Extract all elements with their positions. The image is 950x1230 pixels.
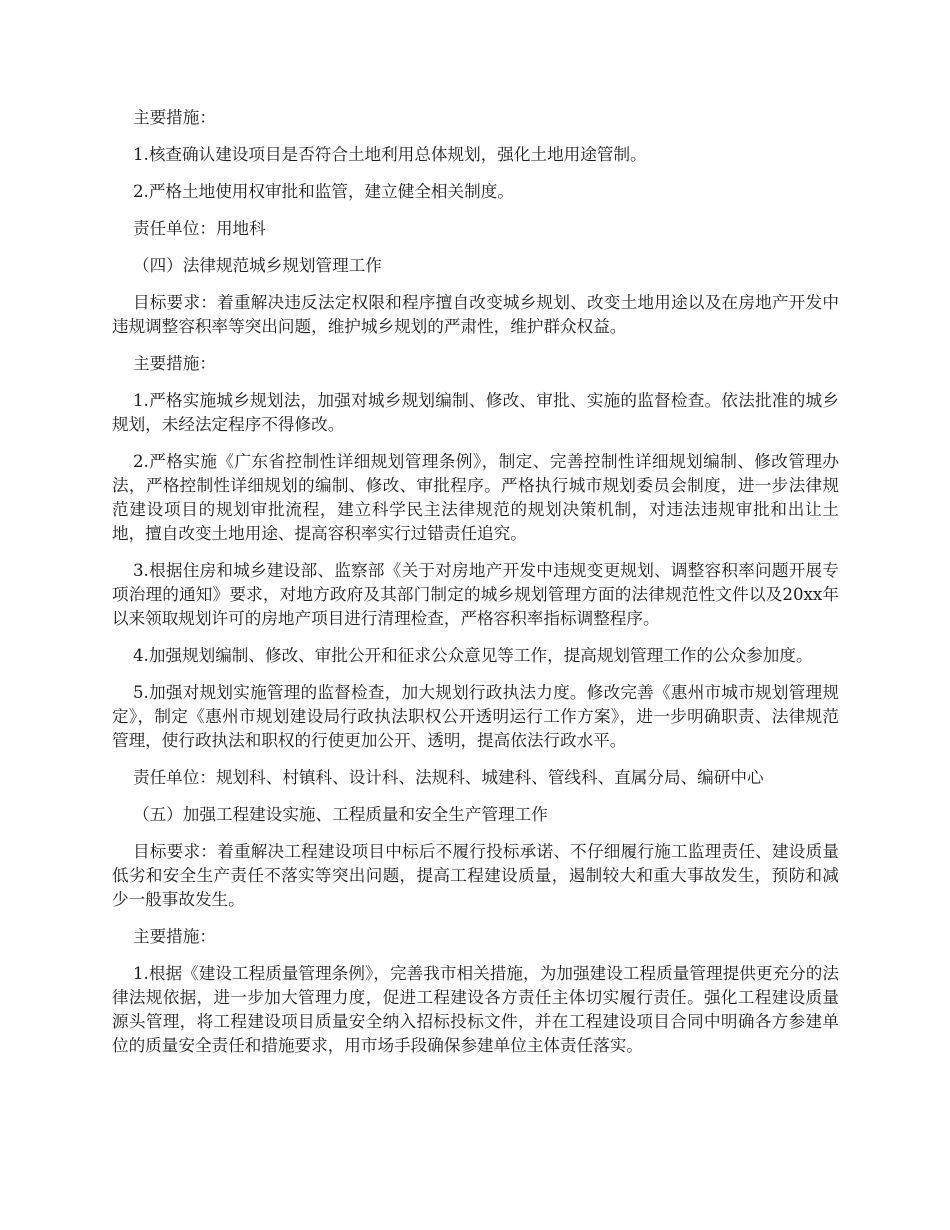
measure-item: 5.加强对规划实施管理的监督检查，加大规划行政执法力度。修改完善《惠州市城市规划管理规定》，制定《惠州市规划建设局行政执法职权公开透明运行工作方案》，进一步明确职责、法律规范管理，使行政执法和职权的行使更加公开、透明，提高依法行政水平。 <box>112 683 839 750</box>
measure-item: 2.严格实施《广东省控制性详细规划管理条例》，制定、完善控制性详细规划编制、修改管理办法，严格控制性详细规划的编制、修改、审批程序。严格执行城市规划委员会制度，进一步法律规范建设项目的规划审批流程，建立科学民主法律规范的规划决策机制，对违法违规审批和出让土地，擅自改变土地用途、提高容积率实行过错责任追究。 <box>112 452 839 543</box>
measure-item: 1.严格实施城乡规划法，加强对城乡规划编制、修改、审批、实施的监督检查。依法批准的城乡规划，未经法定程序不得修改。 <box>112 391 839 434</box>
measure-item: 3.根据住房和城乡建设部、监察部《关于对房地产开发中违规变更规划、调整容积率问题开展专项治理的通知》要求，对地方政府及其部门制定的城乡规划管理方面的法律规范性文件以及20xx年以来领取规划许可的房地产项目进行清理检查，严格容积率指标调整程序。 <box>112 561 839 628</box>
measure-item: 1.核查确认建设项目是否符合土地利用总体规划，强化土地用途管制。 <box>133 145 647 164</box>
target-requirements: 目标要求：着重解决工程建设项目中标后不履行投标承诺、不仔细履行施工监理责任、建设质量低劣和安全生产责任不落实等突出问题，提高工程建设质量，遏制较大和重大事故发生，预防和减少一般事故发生。 <box>112 842 839 909</box>
responsible-unit: 责任单位：规划科、村镇科、设计科、法规科、城建科、管线科、直属分局、编研中心 <box>133 768 764 787</box>
section-label-measures: 主要措施： <box>133 354 216 373</box>
section-label-measures: 主要措施： <box>133 927 216 946</box>
target-requirements: 目标要求：着重解决违反法定权限和程序擅自改变城乡规划、改变土地用途以及在房地产开发中违规调整容积率等突出问题，维护城乡规划的严肃性，维护群众权益。 <box>112 293 839 336</box>
measure-item: 2.严格土地使用权审批和监管，建立健全相关制度。 <box>133 182 514 201</box>
responsible-unit: 责任单位：用地科 <box>133 219 266 238</box>
section-heading: （四）法律规范城乡规划管理工作 <box>133 256 382 275</box>
measure-item: 1.根据《建设工程质量管理条例》，完善我市相关措施，为加强建设工程质量管理提供更充分的法律法规依据，进一步加大管理力度，促进工程建设各方责任主体切实履行责任。强化工程建设质量源头管理，将工程建设项目质量安全纳入招标投标文件，并在工程建设项目合同中明确各方参建单位的质量安全责任和措施要求，用市场手段确保参建单位主体责任落实。 <box>112 964 839 1055</box>
measure-item: 4.加强规划编制、修改、审批公开和征求公众意见等工作，提高规划管理工作的公众参加度。 <box>133 646 813 665</box>
section-label-measures: 主要措施： <box>133 108 216 127</box>
section-heading: （五）加强工程建设实施、工程质量和安全生产管理工作 <box>133 805 548 824</box>
document-body <box>112 106 839 1071</box>
